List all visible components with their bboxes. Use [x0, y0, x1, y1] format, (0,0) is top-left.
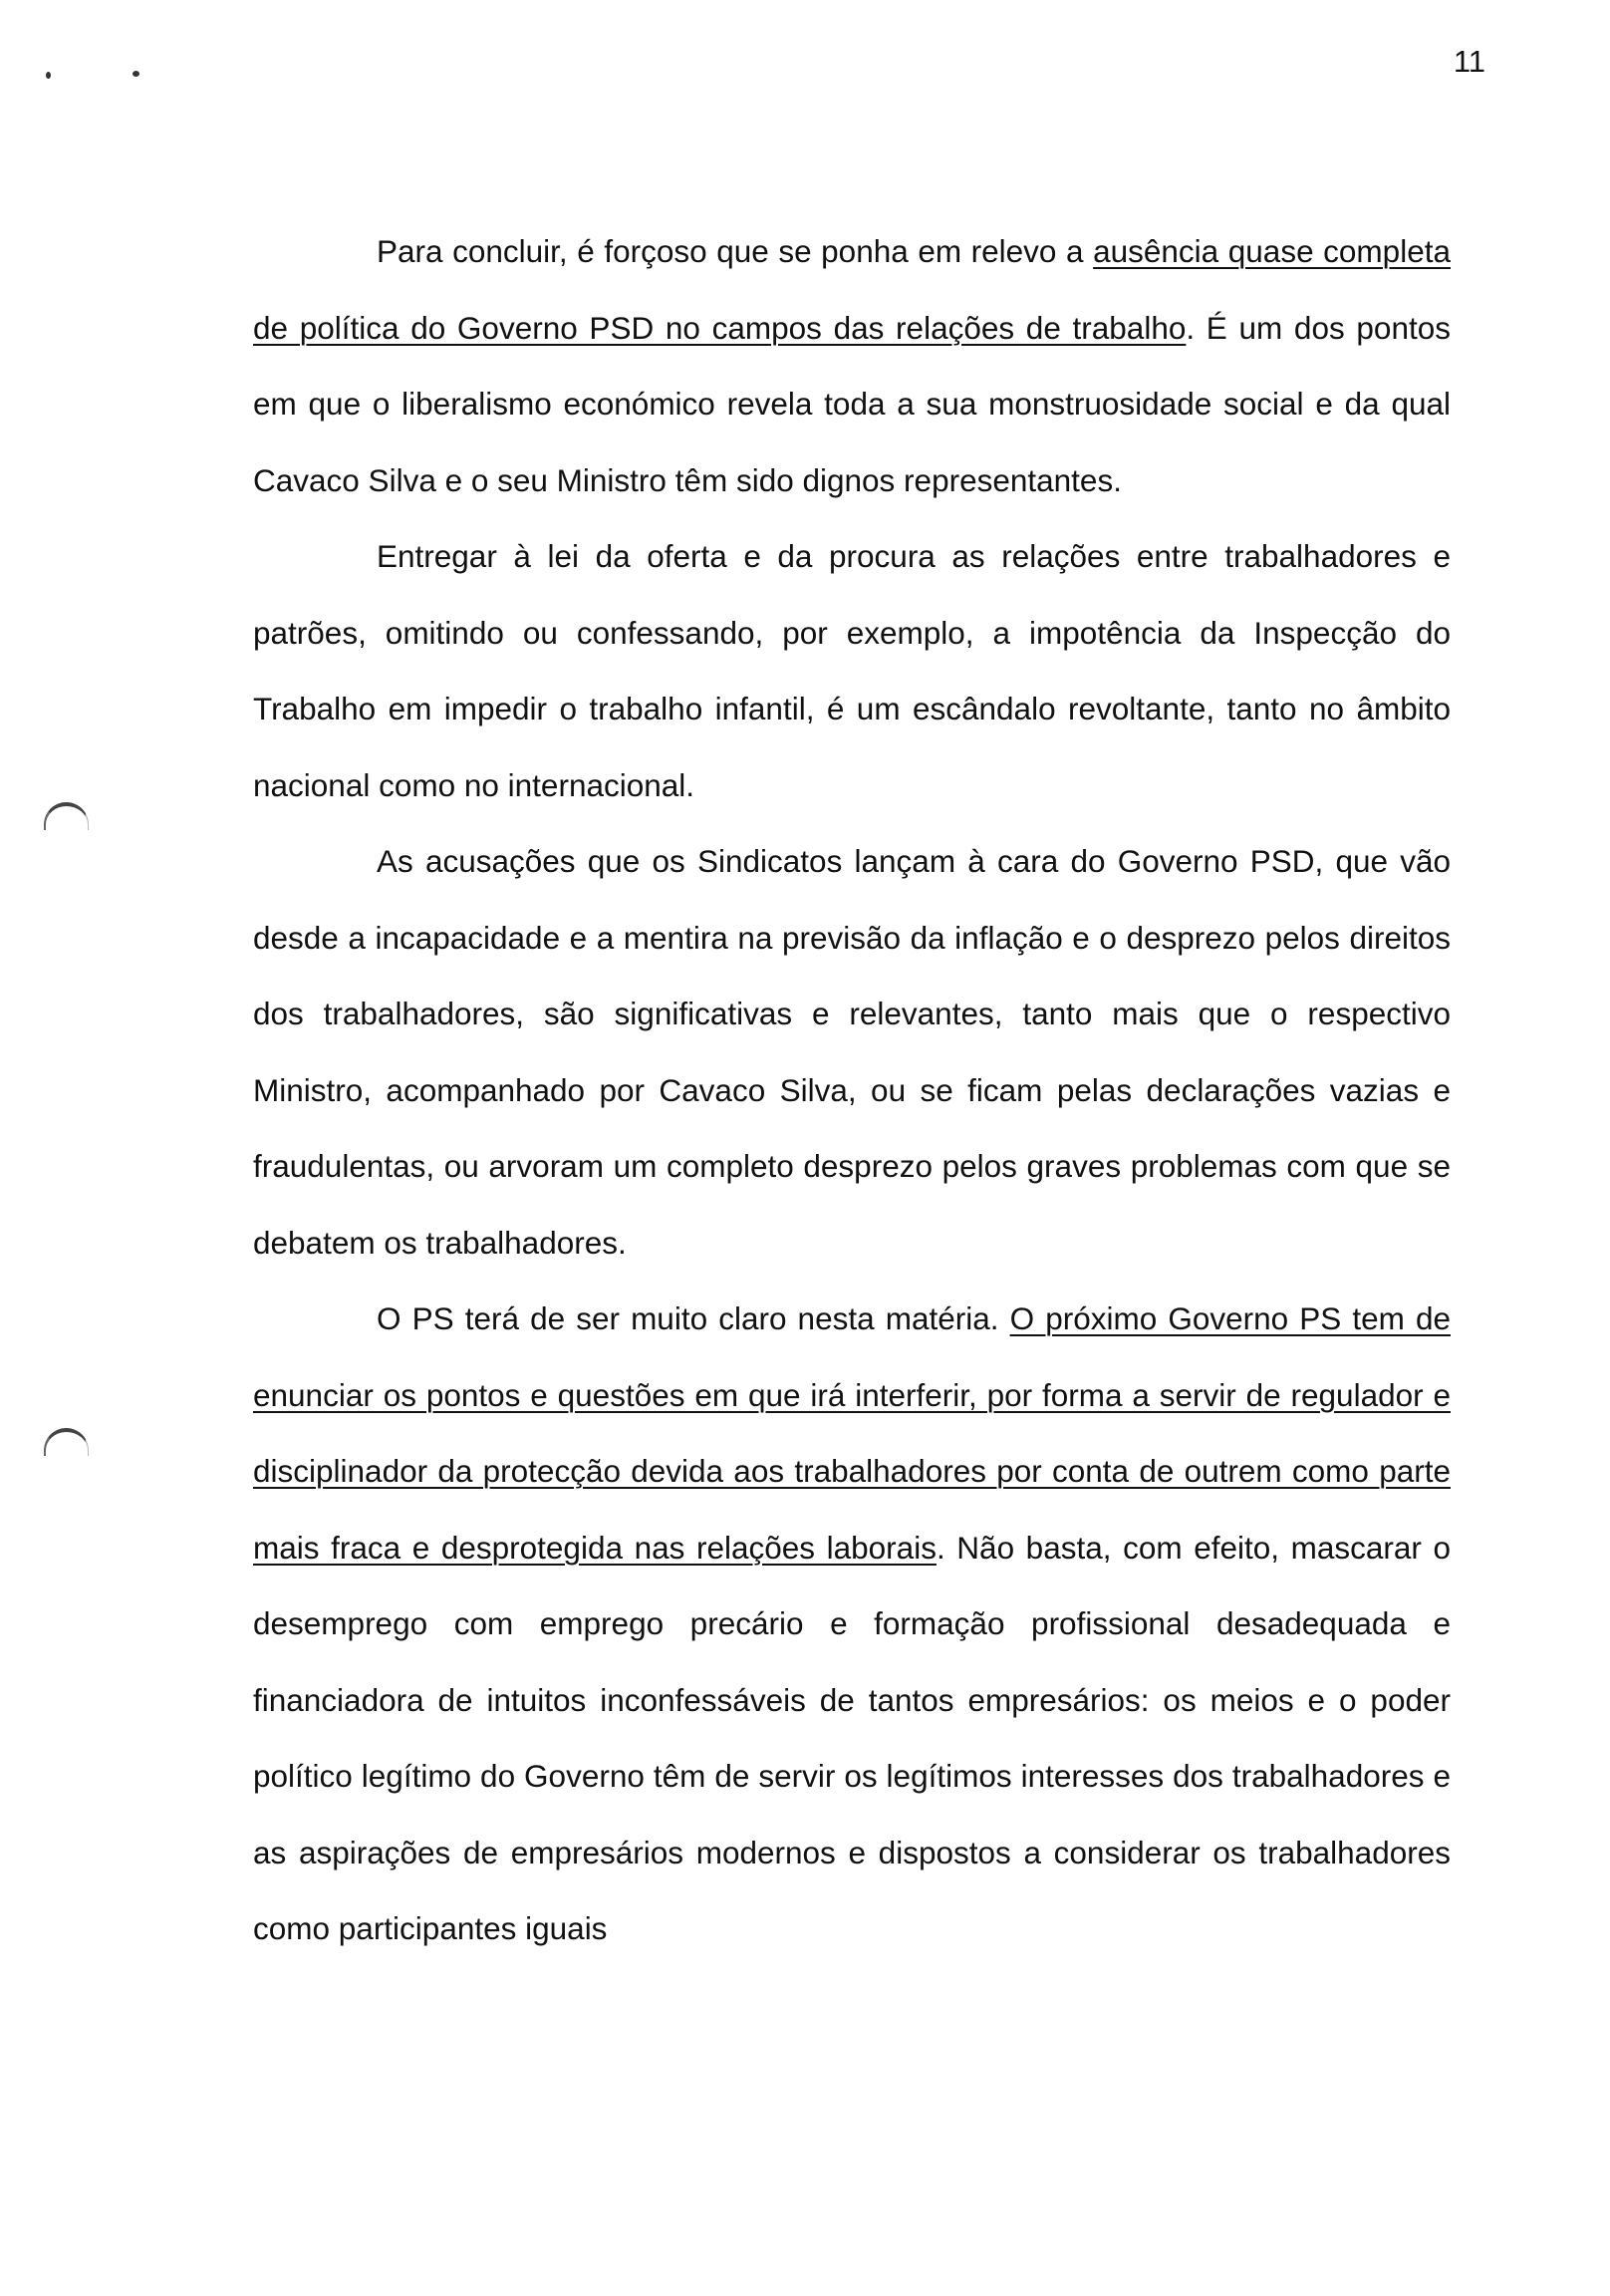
- punch-hole-mark: [44, 1428, 89, 1456]
- page-number: 11: [1453, 44, 1485, 79]
- scan-dot-mark: [46, 72, 51, 79]
- paragraph-4-underlined: O próximo Governo PS tem de enunciar os pontos e questões em que irá interferir, por forma a servir de regulador e disciplinador da protecção devida aos trabalhadores por conta de outrem como parte mais fraca e desprotegida nas relações laborais: [253, 1300, 1452, 1566]
- paragraph-1-before: Para concluir, é forçoso que se ponha em relevo a: [377, 233, 1094, 269]
- paragraph-3: As acusações que os Sindicatos lançam à cara do Governo PSD, que vão desde a incapacidade e a mentira na previsão da inflação e o desprezo pelos direitos dos trabalhadores, são significativas e relevantes, tanto mais que o respectivo Ministro, acompanhado por Cavaco Silva, ou se ficam pelas declarações vazias e fraudulentas, ou arvoram um completo desprezo pelos graves problemas com que se debatem os trabalhadores.: [253, 843, 1451, 1261]
- paragraph-1: [253, 213, 1451, 518]
- body-text: [253, 213, 1451, 1967]
- paragraph-4-before: O PS terá de ser muito claro nesta matéria.: [377, 1300, 1010, 1336]
- paragraph-2: Entregar à lei da oferta e da procura as relações entre trabalhadores e patrões, omitindo ou confessando, por exemplo, a impotência da Inspecção do Trabalho em impedir o trabalho infantil, é um escândalo revoltante, tanto no âmbito nacional como no internacional.: [253, 538, 1451, 803]
- paragraph-1-underlined: ausência quase completa de política do Governo PSD no campos das relações de trabalho: [253, 233, 1451, 346]
- paragraph-1-after: . É um dos pontos em que o liberalismo económico revela toda a sua monstruosidade social e da qual Cavaco Silva e o seu Ministro têm sido dignos representantes.: [253, 309, 1451, 498]
- scan-dot-mark: [133, 71, 139, 77]
- punch-hole-mark: [44, 802, 89, 830]
- paragraph-4: [253, 1281, 1451, 1967]
- paragraph-4-after: . Não basta, com efeito, mascarar o desemprego com emprego precário e formação profissional desadequada e financiadora de intuitos inconfessáveis de tantos empresários: os meios e o poder político legítimo do Governo têm de servir os legítimos interesses dos trabalhadores e as aspirações de empresários modernos e dispostos a considerar os trabalhadores como participantes iguais: [253, 1529, 1451, 1946]
